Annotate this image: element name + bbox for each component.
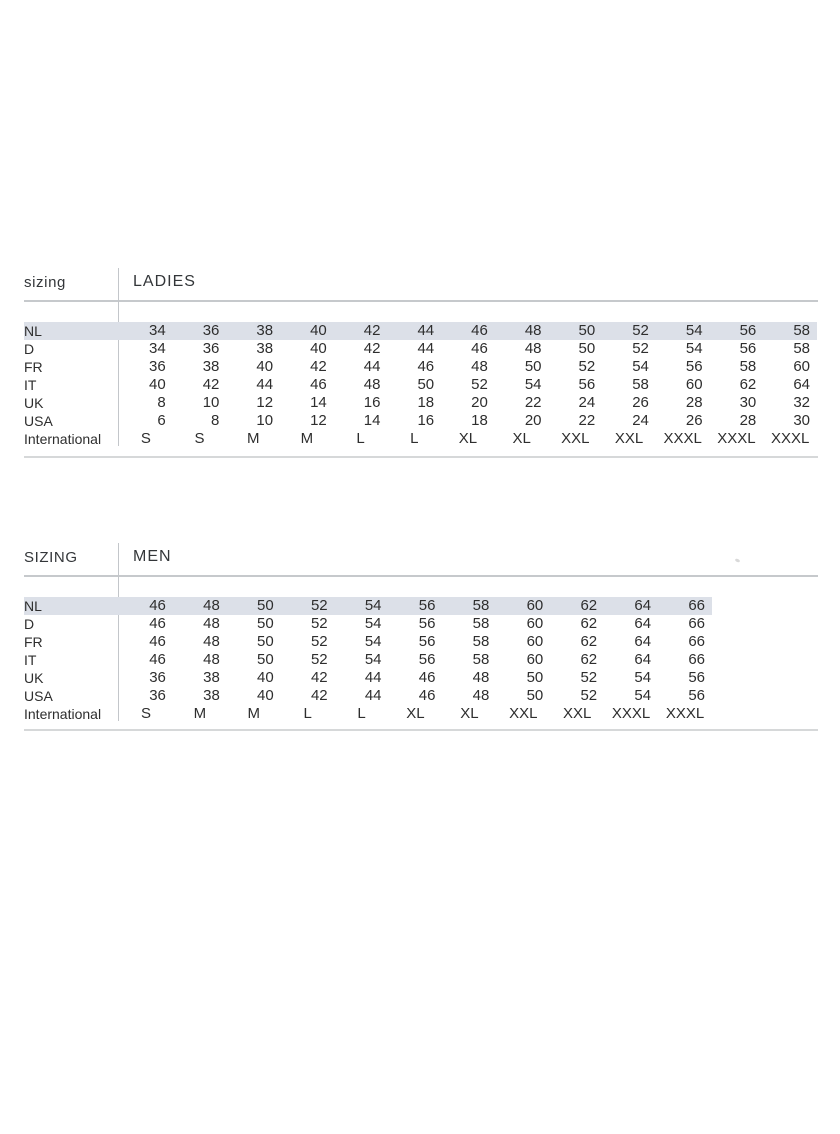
size-cell: XL [460, 705, 479, 722]
size-cell: 48 [472, 687, 490, 704]
row-label: International [24, 431, 102, 447]
size-cell: 44 [387, 322, 441, 340]
size-cell: XXL [614, 430, 644, 447]
size-cell: M [246, 430, 260, 447]
size-cell: 52 [632, 340, 649, 357]
size-cell: 58 [763, 322, 817, 340]
size-row-it [24, 651, 712, 669]
row-label: D [24, 341, 35, 357]
size-cell: 58 [442, 597, 496, 615]
size-cell: XXL [509, 705, 538, 722]
size-cell: 48 [495, 322, 549, 340]
size-row-fr [24, 633, 712, 651]
size-cell: 52 [310, 633, 328, 650]
size-row-it [24, 376, 817, 394]
size-cell: 36 [149, 358, 166, 375]
size-cell: 52 [580, 687, 598, 704]
row-label: NL [24, 322, 119, 340]
size-cell: 52 [310, 651, 328, 668]
size-cell: 12 [310, 412, 327, 429]
size-cell: XXXL [611, 705, 651, 722]
size-cell: 48 [524, 340, 542, 357]
size-cell: 8 [211, 412, 220, 429]
size-cell: 54 [364, 633, 382, 650]
row-label: International [24, 706, 102, 722]
size-cell: 50 [417, 376, 435, 393]
size-cell: XXXL [770, 430, 810, 447]
size-cell: 30 [793, 412, 810, 429]
size-cell: 44 [417, 340, 435, 357]
row-label: FR [24, 634, 43, 650]
size-cell: 66 [688, 651, 705, 668]
size-row-uk [24, 669, 712, 687]
size-cell: 16 [363, 394, 381, 411]
size-cell: 26 [685, 412, 703, 429]
size-cell: 58 [793, 340, 810, 357]
size-cell: 40 [310, 340, 327, 357]
size-cell: 54 [634, 687, 652, 704]
size-cell: 64 [634, 633, 652, 650]
size-cell: 44 [364, 669, 382, 686]
size-row-d [24, 340, 817, 358]
size-row-usa [24, 412, 817, 430]
size-cell: L [410, 430, 419, 447]
size-cell: L [303, 705, 312, 722]
size-cell: 58 [472, 651, 490, 668]
row-label: UK [24, 670, 44, 686]
size-cell: 44 [363, 358, 381, 375]
size-cell: 60 [496, 597, 550, 615]
size-cell: S [194, 430, 205, 447]
size-cell: 46 [310, 376, 327, 393]
size-cell: 54 [632, 358, 649, 375]
row-label: USA [24, 413, 53, 429]
size-cell: 60 [526, 633, 544, 650]
size-cell: 54 [364, 615, 382, 632]
size-cell: 66 [658, 597, 712, 615]
size-cell: 40 [256, 358, 274, 375]
size-cell: 58 [472, 615, 490, 632]
size-cell: 6 [157, 412, 166, 429]
size-cell: 46 [149, 633, 166, 650]
size-cell: 48 [203, 633, 220, 650]
size-cell: 48 [471, 358, 488, 375]
size-cell: 38 [202, 358, 220, 375]
size-cell: 34 [119, 322, 173, 340]
ladies-size-grid [24, 322, 817, 448]
size-cell: 14 [310, 394, 327, 411]
size-cell: 50 [578, 340, 596, 357]
size-cell: 62 [580, 651, 598, 668]
size-row-fr [24, 358, 817, 376]
size-row-d [24, 615, 712, 633]
men-sizing-table [24, 540, 818, 722]
size-cell: 22 [524, 394, 542, 411]
size-cell: 50 [524, 358, 542, 375]
size-cell: 60 [685, 376, 703, 393]
size-cell: 54 [335, 597, 389, 615]
size-cell: 56 [389, 597, 443, 615]
size-cell: 56 [418, 651, 436, 668]
size-cell: 56 [688, 669, 705, 686]
row-label: UK [24, 395, 44, 411]
size-cell: 42 [334, 322, 388, 340]
size-row-usa [24, 687, 712, 705]
size-cell: 36 [202, 340, 220, 357]
size-cell: 40 [257, 687, 274, 704]
size-cell: 60 [793, 358, 810, 375]
size-cell: 64 [793, 376, 810, 393]
size-cell: 56 [739, 340, 757, 357]
men-size-grid [24, 597, 712, 723]
size-cell: 10 [256, 412, 274, 429]
size-row-nl [24, 322, 817, 340]
size-cell: 36 [149, 687, 166, 704]
size-cell: 50 [526, 669, 544, 686]
size-cell: 52 [310, 615, 328, 632]
size-cell: 46 [149, 615, 166, 632]
size-cell: 56 [418, 633, 436, 650]
size-cell: L [357, 705, 366, 722]
size-cell: 42 [310, 669, 328, 686]
size-cell: 46 [471, 340, 488, 357]
size-cell: 48 [363, 376, 381, 393]
size-cell: XXXL [665, 705, 705, 722]
size-cell: 18 [471, 412, 488, 429]
size-row-international [24, 705, 712, 723]
size-cell: XXXL [717, 430, 756, 447]
size-cell: 40 [280, 322, 334, 340]
size-cell: 56 [688, 687, 705, 704]
size-cell: 12 [256, 394, 274, 411]
size-cell: 24 [632, 412, 649, 429]
size-row-nl [24, 597, 712, 615]
size-cell: M [247, 705, 261, 722]
size-cell: S [140, 430, 151, 447]
size-cell: L [356, 430, 365, 447]
size-cell: XL [406, 705, 425, 722]
size-cell: 48 [203, 615, 220, 632]
size-cell: 62 [739, 376, 757, 393]
size-cell: 10 [202, 394, 220, 411]
size-cell: 32 [793, 394, 810, 411]
size-cell: XXL [563, 705, 592, 722]
size-cell: 66 [688, 615, 705, 632]
size-cell: 56 [685, 358, 703, 375]
men-table-header [24, 540, 818, 575]
size-cell: 52 [578, 358, 596, 375]
size-cell: XL [512, 430, 531, 447]
size-cell: 44 [256, 376, 274, 393]
size-cell: 46 [417, 358, 435, 375]
size-cell: 40 [149, 376, 166, 393]
size-cell: 54 [364, 651, 382, 668]
size-cell: 46 [441, 322, 495, 340]
size-cell: 50 [526, 687, 544, 704]
size-cell: 24 [578, 394, 596, 411]
size-cell: 56 [710, 322, 764, 340]
row-label: NL [24, 597, 119, 615]
size-cell: 52 [281, 597, 335, 615]
size-cell: 48 [173, 597, 227, 615]
size-cell: 58 [632, 376, 649, 393]
size-cell: 42 [363, 340, 381, 357]
size-cell: XXL [561, 430, 590, 447]
size-cell: 62 [550, 597, 604, 615]
men-caption-title: MEN [133, 548, 172, 565]
men-header-rule [24, 575, 818, 577]
size-cell: 42 [310, 687, 328, 704]
size-cell: 36 [149, 669, 166, 686]
size-cell: XL [458, 430, 478, 447]
size-cell: 28 [685, 394, 703, 411]
size-cell: 52 [471, 376, 488, 393]
size-cell: 56 [418, 615, 436, 632]
size-cell: 26 [632, 394, 649, 411]
size-cell: 18 [417, 394, 435, 411]
size-cell: 50 [257, 615, 274, 632]
size-cell: 42 [202, 376, 220, 393]
size-cell: 56 [578, 376, 596, 393]
row-label: D [24, 616, 35, 632]
size-cell: 34 [149, 340, 166, 357]
size-cell: 38 [256, 340, 274, 357]
size-cell: 46 [119, 597, 173, 615]
size-cell: 54 [656, 322, 710, 340]
size-cell: 52 [602, 322, 656, 340]
size-cell: 8 [157, 394, 166, 411]
ladies-header-rule [24, 300, 818, 302]
men-bottom-rule [24, 729, 818, 731]
size-cell: 52 [580, 669, 598, 686]
size-cell: 54 [524, 376, 542, 393]
size-cell: 46 [149, 651, 166, 668]
men-caption-sizing: SIZING [24, 549, 78, 566]
size-cell: 14 [363, 412, 381, 429]
row-label: FR [24, 359, 43, 375]
size-cell: 22 [578, 412, 596, 429]
size-cell: 50 [257, 633, 274, 650]
size-cell: 40 [257, 669, 274, 686]
size-row-international [24, 430, 817, 448]
size-cell: 46 [418, 687, 436, 704]
size-cell: 46 [418, 669, 436, 686]
ladies-caption-title: LADIES [133, 273, 196, 290]
size-cell: 58 [739, 358, 757, 375]
row-label: IT [24, 652, 37, 668]
size-row-uk [24, 394, 817, 412]
size-cell: 54 [685, 340, 703, 357]
size-cell: S [140, 705, 151, 722]
size-cell: 42 [310, 358, 327, 375]
size-cell: 38 [226, 322, 280, 340]
ladies-bottom-rule [24, 456, 818, 458]
size-cell: 62 [580, 633, 598, 650]
size-cell: 38 [203, 669, 220, 686]
row-label: IT [24, 377, 37, 393]
size-cell: 64 [604, 597, 658, 615]
ladies-sizing-table [24, 265, 818, 447]
size-cell: 20 [471, 394, 488, 411]
size-cell: 48 [203, 651, 220, 668]
size-cell: 44 [364, 687, 382, 704]
size-cell: 38 [203, 687, 220, 704]
size-cell: M [193, 705, 207, 722]
size-cell: 60 [526, 651, 544, 668]
size-cell: 20 [524, 412, 542, 429]
size-cell: XXXL [663, 430, 702, 447]
size-cell: 58 [472, 633, 490, 650]
size-cell: 48 [472, 669, 490, 686]
size-cell: 30 [739, 394, 757, 411]
size-cell: 64 [634, 615, 652, 632]
size-cell: 50 [227, 597, 281, 615]
size-cell: 66 [688, 633, 705, 650]
ladies-caption-sizing: sizing [24, 274, 66, 291]
size-cell: 64 [634, 651, 652, 668]
size-cell: M [300, 430, 314, 447]
size-cell: 36 [173, 322, 227, 340]
size-cell: 62 [580, 615, 598, 632]
size-cell: 50 [549, 322, 603, 340]
size-cell: 28 [739, 412, 757, 429]
size-cell: 50 [257, 651, 274, 668]
row-label: USA [24, 688, 53, 704]
ladies-table-header [24, 265, 818, 300]
size-cell: 54 [634, 669, 652, 686]
size-cell: 16 [417, 412, 435, 429]
size-cell: 60 [526, 615, 544, 632]
